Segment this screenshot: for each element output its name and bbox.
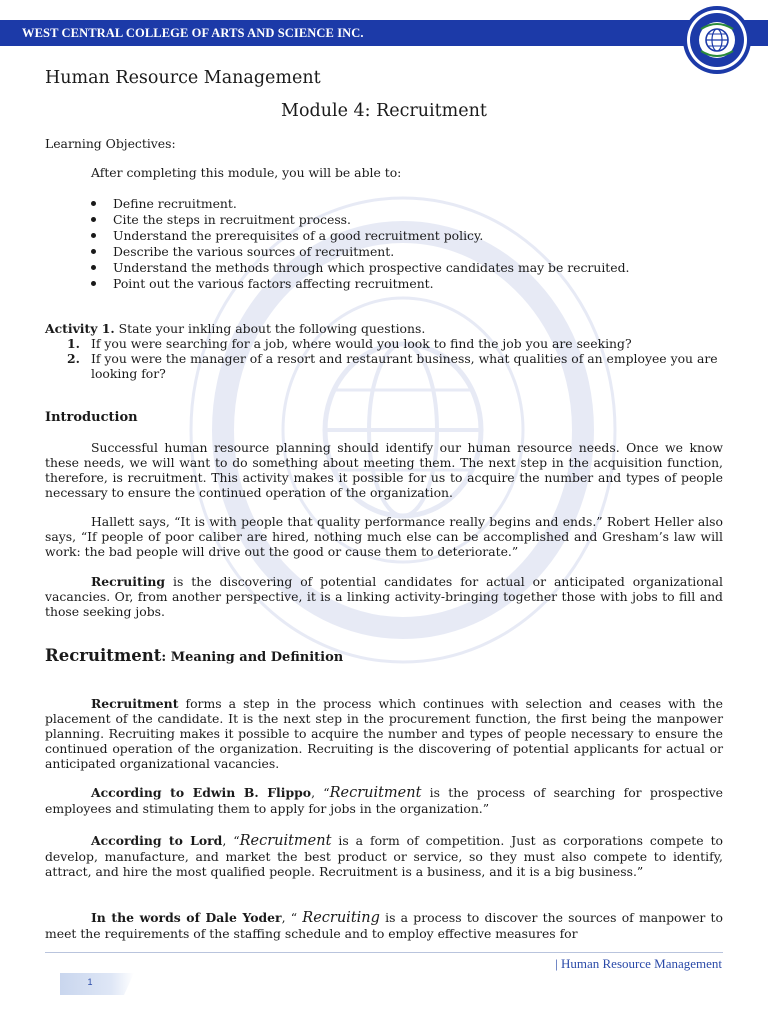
bullet-icon — [91, 233, 96, 238]
activity-prompt — [45, 321, 723, 336]
college-seal-logo — [682, 5, 752, 75]
learning-objectives-intro: After completing this module, you will be able to: — [91, 165, 402, 180]
list-item: Cite the steps in recruitment process. — [45, 212, 723, 228]
module-title: Module 4: Recruitment — [281, 101, 487, 121]
list-item: Understand the prerequisites of a good recruitment policy. — [45, 228, 723, 244]
header-bar — [0, 20, 768, 46]
recruitment-paragraph-1: Recruitment forms a step in the process which continues with selection and ceases with the placement of the candidate. It is the next step in the procurement function, the first being the manpower planning. Recruiting makes it possible to acquire the number and types of people necessary to ensure the continued operation of the organization. Recruiting is the discovering of potential applicants for actual or anticipated organizational vacancies. — [45, 696, 723, 771]
bullet-icon — [91, 281, 96, 286]
yoder-definition: In the words of Dale Yoder, “ Recruiting is a process to discover the sources of manpower to meet the requirements of the staffing schedule and to employ effective measures for — [45, 910, 723, 941]
introduction-heading: Introduction — [45, 410, 138, 425]
intro-paragraph-3: Recruiting is the discovering of potential candidates for actual or anticipated organizational vacancies. Or, from another perspective, it is a linking activity-bringing together those with jobs to fill and those seeking jobs. — [45, 574, 723, 619]
list-item: Define recruitment. — [45, 196, 723, 212]
objectives-list — [45, 196, 723, 292]
list-item: 1. If you were searching for a job, where would you look to find the job you are seeking? — [67, 336, 632, 351]
intro-paragraph-1: Successful human resource planning should identify our human resource needs. Once we know these needs, we will want to do something about meeting them. The next step in the acquisition function, therefore, is recruitment. This activity makes it possible for us to acquire the number and types of people necessary to ensure the continued operation of the organization. — [45, 440, 723, 500]
bullet-icon — [91, 265, 96, 270]
bullet-icon — [91, 201, 96, 206]
lord-definition: According to Lord, “Recruitment is a form of competition. Just as corporations compete to develop, manufacture, and market the best product or service, so they must also compete to identify, attract, and hire the most qualified people. Recruitment is a business, and it is a big business.” — [45, 833, 724, 879]
list-item: Describe the various sources of recruitment. — [45, 244, 723, 260]
activity-text: State your inkling about the following questions. — [114, 321, 426, 336]
bullet-icon — [91, 217, 96, 222]
list-item: Point out the various factors affecting recruitment. — [45, 276, 723, 292]
list-item: Understand the methods through which prospective candidates may be recruited. — [45, 260, 723, 276]
page-number: 1 — [87, 977, 93, 987]
intro-paragraph-2: Hallett says, “It is with people that quality performance really begins and ends.” Robert Heller also says, “If people of poor caliber are hired, nothing much else can be accomplished and Gresham’s law will work: the bad people will drive out the good or cause them to deteriorate.” — [45, 514, 723, 559]
course-title: Human Resource Management — [45, 68, 321, 88]
recruitment-heading: Recruitment: Meaning and Definition — [45, 646, 344, 665]
footer-course-label: | Human Resource Management — [555, 956, 722, 971]
institution-name: WEST CENTRAL COLLEGE OF ARTS AND SCIENCE INC. — [22, 26, 364, 40]
activity-label: Activity 1. — [45, 321, 115, 336]
footer-divider — [45, 952, 723, 953]
flippo-definition: According to Edwin B. Flippo, “Recruitment is the process of searching for prospective employees and stimulating them to apply for jobs in the organization.” — [45, 785, 723, 816]
learning-objectives-heading: Learning Objectives: — [45, 136, 176, 151]
list-item: 2. If you were the manager of a resort and restaurant business, what qualities of an employee you are looking for? — [67, 351, 718, 381]
activity-questions — [45, 336, 723, 381]
bullet-icon — [91, 249, 96, 254]
